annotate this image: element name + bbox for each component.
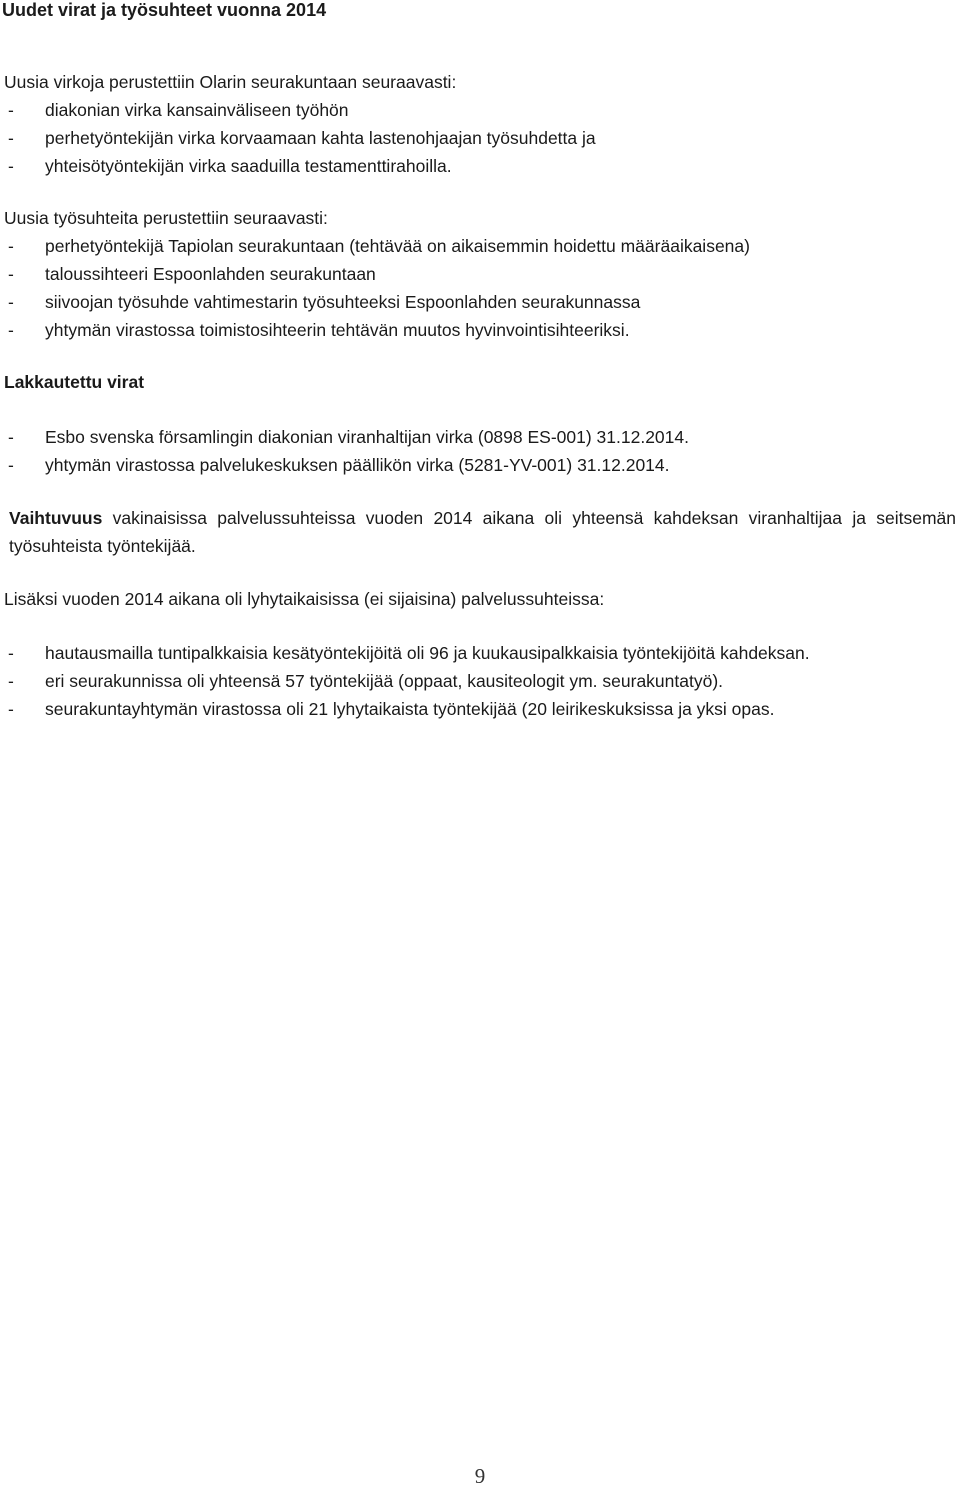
section1-intro: Uusia virkoja perustettiin Olarin seurakuntaan seuraavasti: xyxy=(4,72,457,92)
list-item: - Esbo svenska församlingin diakonian viranhaltijan virka (0898 ES-001) 31.12.2014. xyxy=(4,423,956,451)
bullet-dash: - xyxy=(8,264,14,284)
list-item: - yhteisötyöntekijän virka saaduilla testamenttirahoilla. xyxy=(4,152,956,180)
list-item: - hautausmailla tuntipalkkaisia kesätyöntekijöitä oli 96 ja kuukausipalkkaisia työntekijöitä kahdeksan. xyxy=(4,639,956,667)
bullet-dash: - xyxy=(8,643,14,663)
list-item: - yhtymän virastossa palvelukeskuksen päällikön virka (5281-YV-001) 31.12.2014. xyxy=(4,451,956,479)
bullet-dash: - xyxy=(8,236,14,256)
turnover-paragraph xyxy=(9,504,956,560)
page-number: 9 xyxy=(474,1464,486,1488)
list-item: - seurakuntayhtymän virastossa oli 21 lyhytaikaista työntekijää (20 leirikeskuksissa ja yksi opas. xyxy=(4,695,956,723)
list-item: - siivoojan työsuhde vahtimestarin työsuhteeksi Espoonlahden seurakunnassa xyxy=(4,288,956,316)
section3-list xyxy=(4,423,956,479)
section1-list xyxy=(4,96,956,180)
list-item: - eri seurakunnissa oli yhteensä 57 työntekijää (oppaat, kausiteologit ym. seurakuntatyö). xyxy=(4,667,956,695)
page-title: Uudet virat ja työsuhteet vuonna 2014 xyxy=(2,0,327,20)
section5-list xyxy=(4,639,956,723)
bullet-dash: - xyxy=(8,699,14,719)
bullet-dash: - xyxy=(8,671,14,691)
bullet-dash: - xyxy=(8,320,14,340)
section2-list xyxy=(4,232,956,344)
bullet-dash: - xyxy=(8,156,14,176)
list-item: - taloussihteeri Espoonlahden seurakuntaan xyxy=(4,260,956,288)
bullet-dash: - xyxy=(8,455,14,475)
list-item: - perhetyöntekijä Tapiolan seurakuntaan (tehtävää on aikaisemmin hoidettu määräaikaisena) xyxy=(4,232,956,260)
bullet-dash: - xyxy=(8,292,14,312)
section2-intro: Uusia työsuhteita perustettiin seuraavasti: xyxy=(4,208,328,228)
bullet-dash: - xyxy=(8,427,14,447)
section3-heading: Lakkautettu virat xyxy=(4,372,145,392)
turnover-text: vakinaisissa palvelussuhteissa vuoden 2014 aikana oli yhteensä kahdeksan viranhaltijaa ja seitsemän työsuhteista työntekijää. xyxy=(9,508,956,556)
turnover-label: Vaihtuvuus xyxy=(9,508,103,528)
list-item: - diakonian virka kansainväliseen työhön xyxy=(4,96,956,124)
bullet-dash: - xyxy=(8,100,14,120)
section5-intro: Lisäksi vuoden 2014 aikana oli lyhytaikaisissa (ei sijaisina) palvelussuhteissa: xyxy=(4,589,605,609)
list-item: - yhtymän virastossa toimistosihteerin tehtävän muutos hyvinvointisihteeriksi. xyxy=(4,316,956,344)
list-item: - perhetyöntekijän virka korvaamaan kahta lastenohjaajan työsuhdetta ja xyxy=(4,124,956,152)
bullet-dash: - xyxy=(8,128,14,148)
